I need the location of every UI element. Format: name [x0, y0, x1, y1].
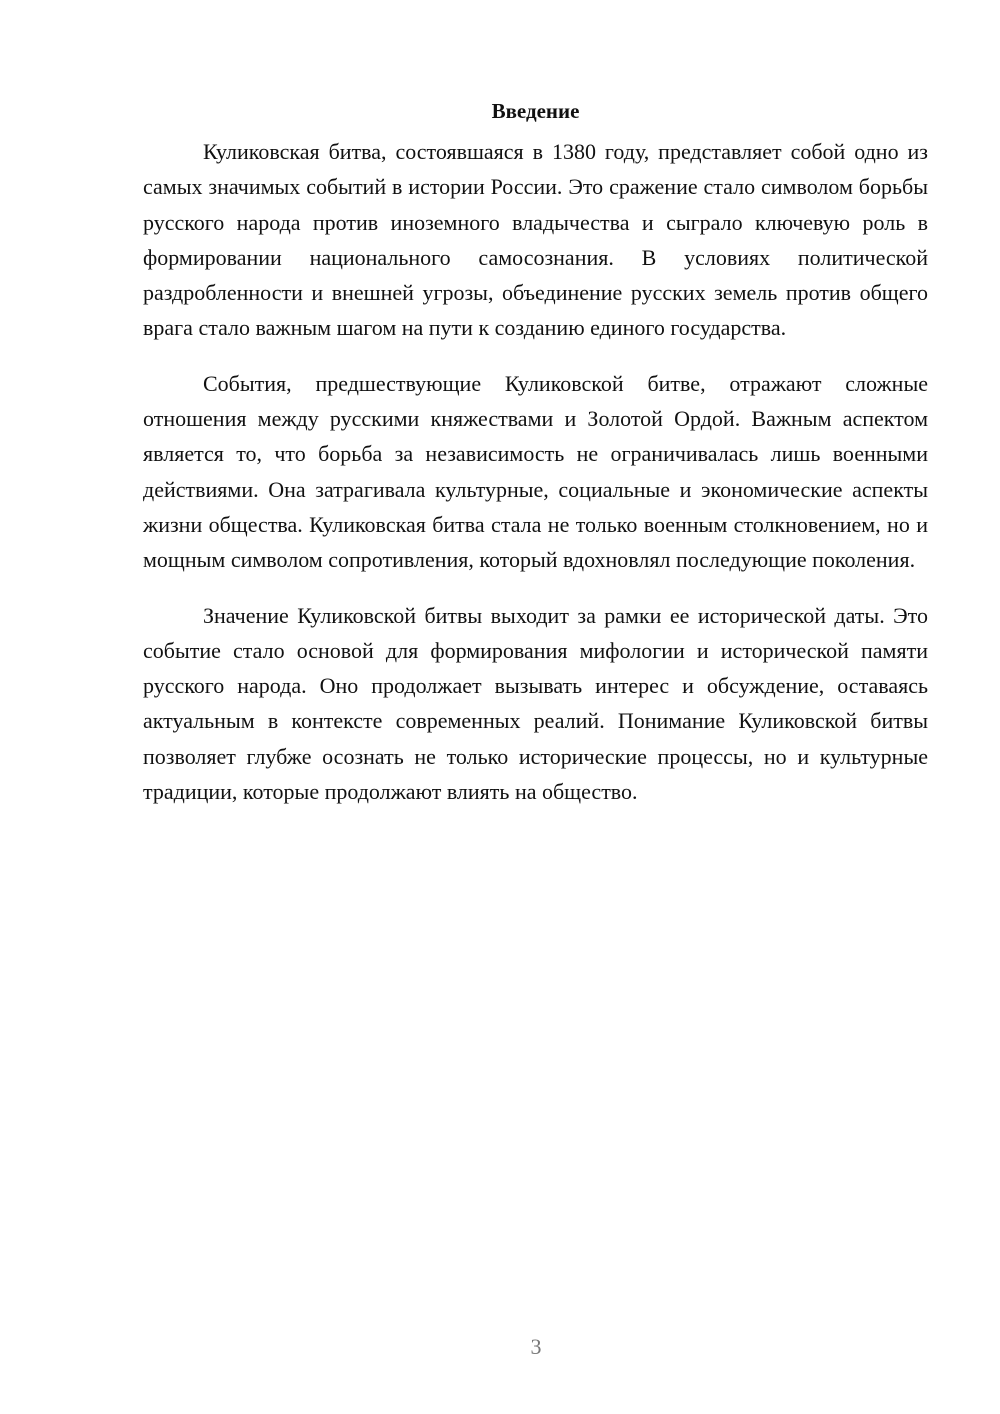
- paragraph-1: Куликовская битва, состоявшаяся в 1380 году, представляет собой одно из самых значимых событий в истории России. Это сражение стало символом борьбы русского народа против иноземного владычества и сыграло ключевую роль в формировании национального самосознания. В условиях политической раздробленности и внешней угрозы, объединение русских земель против общего врага стало важным шагом на пути к созданию единого государства.: [143, 139, 928, 341]
- page-number: 3: [530, 1334, 542, 1359]
- page-content: [143, 98, 928, 809]
- paragraph-2: События, предшествующие Куликовской битве, отражают сложные отношения между русскими княжествами и Золотой Ордой. Важным аспектом является то, что борьба за независимость не ограничивалась лишь военными действиями. Она затрагивала культурные, социальные и экономические аспекты жизни общества. Куликовская битва стала не только военным столкновением, но и мощным символом сопротивления, который вдохновлял последующие поколения.: [143, 370, 928, 573]
- paragraph-3: Значение Куликовской битвы выходит за рамки ее исторической даты. Это событие стало основой для формирования мифологии и исторической памяти русского народа. Оно продолжает вызывать интерес и обсуждение, оставаясь актуальным в контексте современных реалий. Понимание Куликовской битвы позволяет глубже осознать не только исторические процессы, но и культурные традиции, которые продолжают влиять на общество.: [143, 602, 928, 805]
- section-heading: Введение: [491, 99, 580, 123]
